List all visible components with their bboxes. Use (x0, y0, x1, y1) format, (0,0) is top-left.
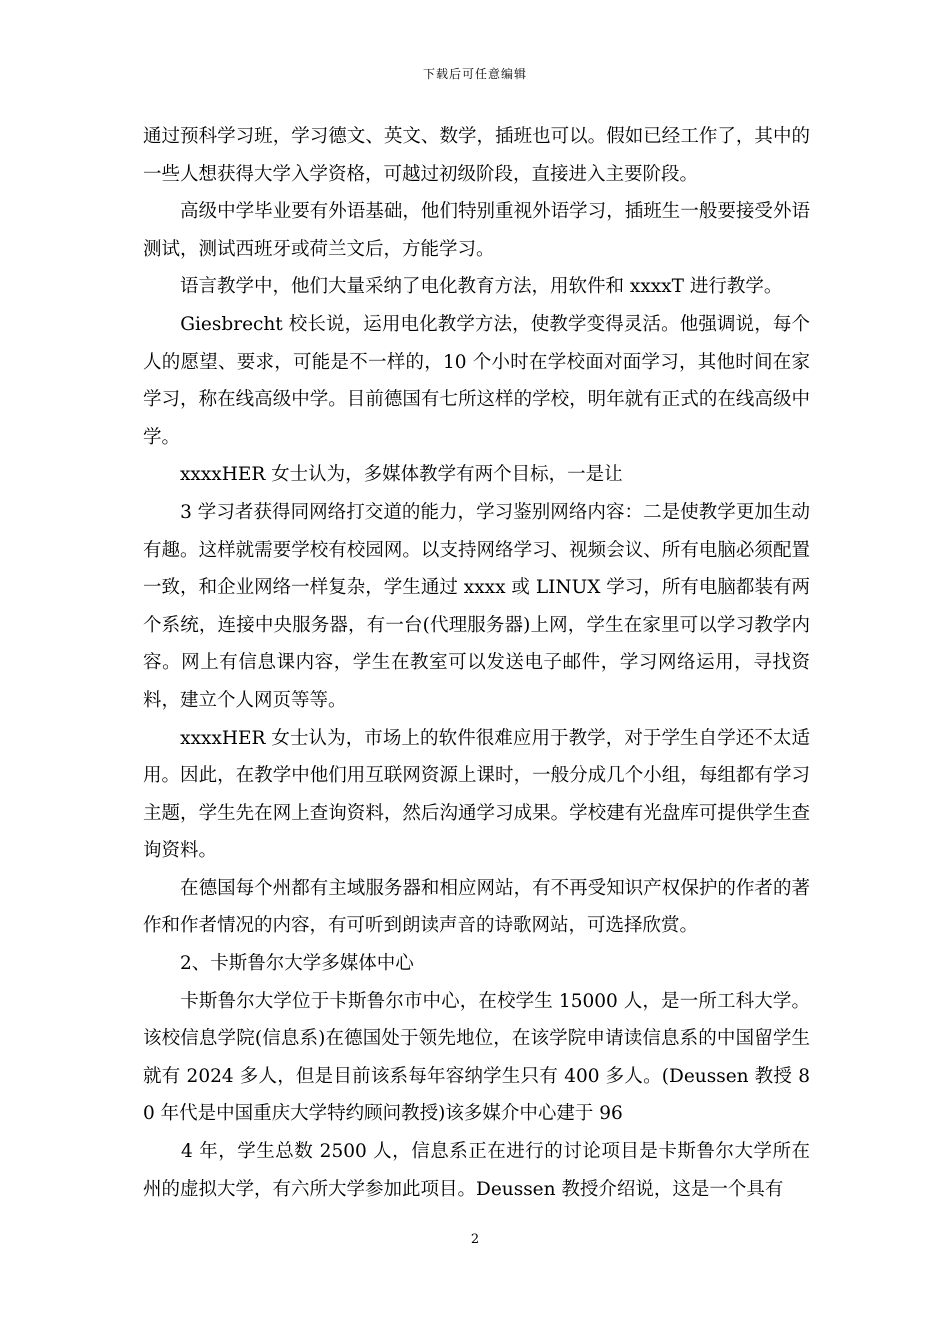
paragraph-8: 在德国每个州都有主域服务器和相应网站，有不再受知识产权保护的作者的著作和作者情况的内容，有可听到朗读声音的诗歌网站，可选择欣赏。 (143, 877, 810, 937)
paragraph-5: xxxxHER 女士认为，多媒体教学有两个目标，一是让 (143, 464, 623, 486)
paragraph-9: 卡斯鲁尔大学位于卡斯鲁尔市中心，在校学生 15000 人，是一所工科大学。该校信息学院(信息系)在德国处于领先地位，在该学院申请读信息系的中国留学生就有 2024 多人，但是目前该系每年容纳学生只有 400 多人。(Deussen 教授 80 年代是中国重庆大学特约顾问教授)该多媒介中心建于 96 (143, 990, 810, 1125)
paragraph-7: xxxxHER 女士认为，市场上的软件很难应用于教学，对于学生自学还不太适用。因此，在教学中他们用互联网资源上课时，一般分成几个小组，每组都有学习主题，学生先在网上查询资料，然后沟通学习成果。学校建有光盘库可提供学生查询资料。 (143, 727, 810, 862)
paragraph-10: 4 年，学生总数 2500 人，信息系正在进行的讨论项目是卡斯鲁尔大学所在州的虚拟大学，有六所大学参加此项目。Deussen 教授介绍说，这是一个具有 (143, 1141, 810, 1200)
paragraph-1: 通过预科学习班，学习德文、英文、数学，插班也可以。假如已经工作了，其中的一些人想获得大学入学资格，可越过初级阶段，直接进入主要阶段。 (143, 126, 810, 185)
document-body (143, 118, 810, 1208)
paragraph-2: 高级中学毕业要有外语基础，他们特别重视外语学习，插班生一般要接受外语测试，测试西班牙或荷兰文后，方能学习。 (143, 201, 810, 260)
paragraph-4: Giesbrecht 校长说，运用电化教学方法，使教学变得灵活。他强调说，每个人的愿望、要求，可能是不一样的，10 个小时在学校面对面学习，其他时间在家学习，称在线高级中学。目前德国有七所这样的学校，明年就有正式的在线高级中学。 (143, 313, 810, 448)
section-heading: 2、卡斯鲁尔大学多媒体中心 (143, 953, 414, 975)
page-number: 2 (470, 1232, 480, 1247)
paragraph-6: 3 学习者获得同网络打交道的能力，学习鉴别网络内容：二是使教学更加生动有趣。这样就需要学校有校园网。以支持网络学习、视频会议、所有电脑必须配置一致，和企业网络一样复杂，学生通过 xxxx 或 LINUX 学习，所有电脑都装有两个系统，连接中央服务器，有一台(代理服务器)上网，学生在家里可以学习教学内容。网上有信息课内容，学生在教室可以发送电子邮件，学习网络运用，寻找资料，建立个人网页等等。 (143, 501, 810, 711)
page-header: 下载后可任意编辑 (422, 67, 527, 81)
paragraph-3: 语言教学中，他们大量采纳了电化教育方法，用软件和 xxxxT 进行教学。 (143, 276, 783, 298)
